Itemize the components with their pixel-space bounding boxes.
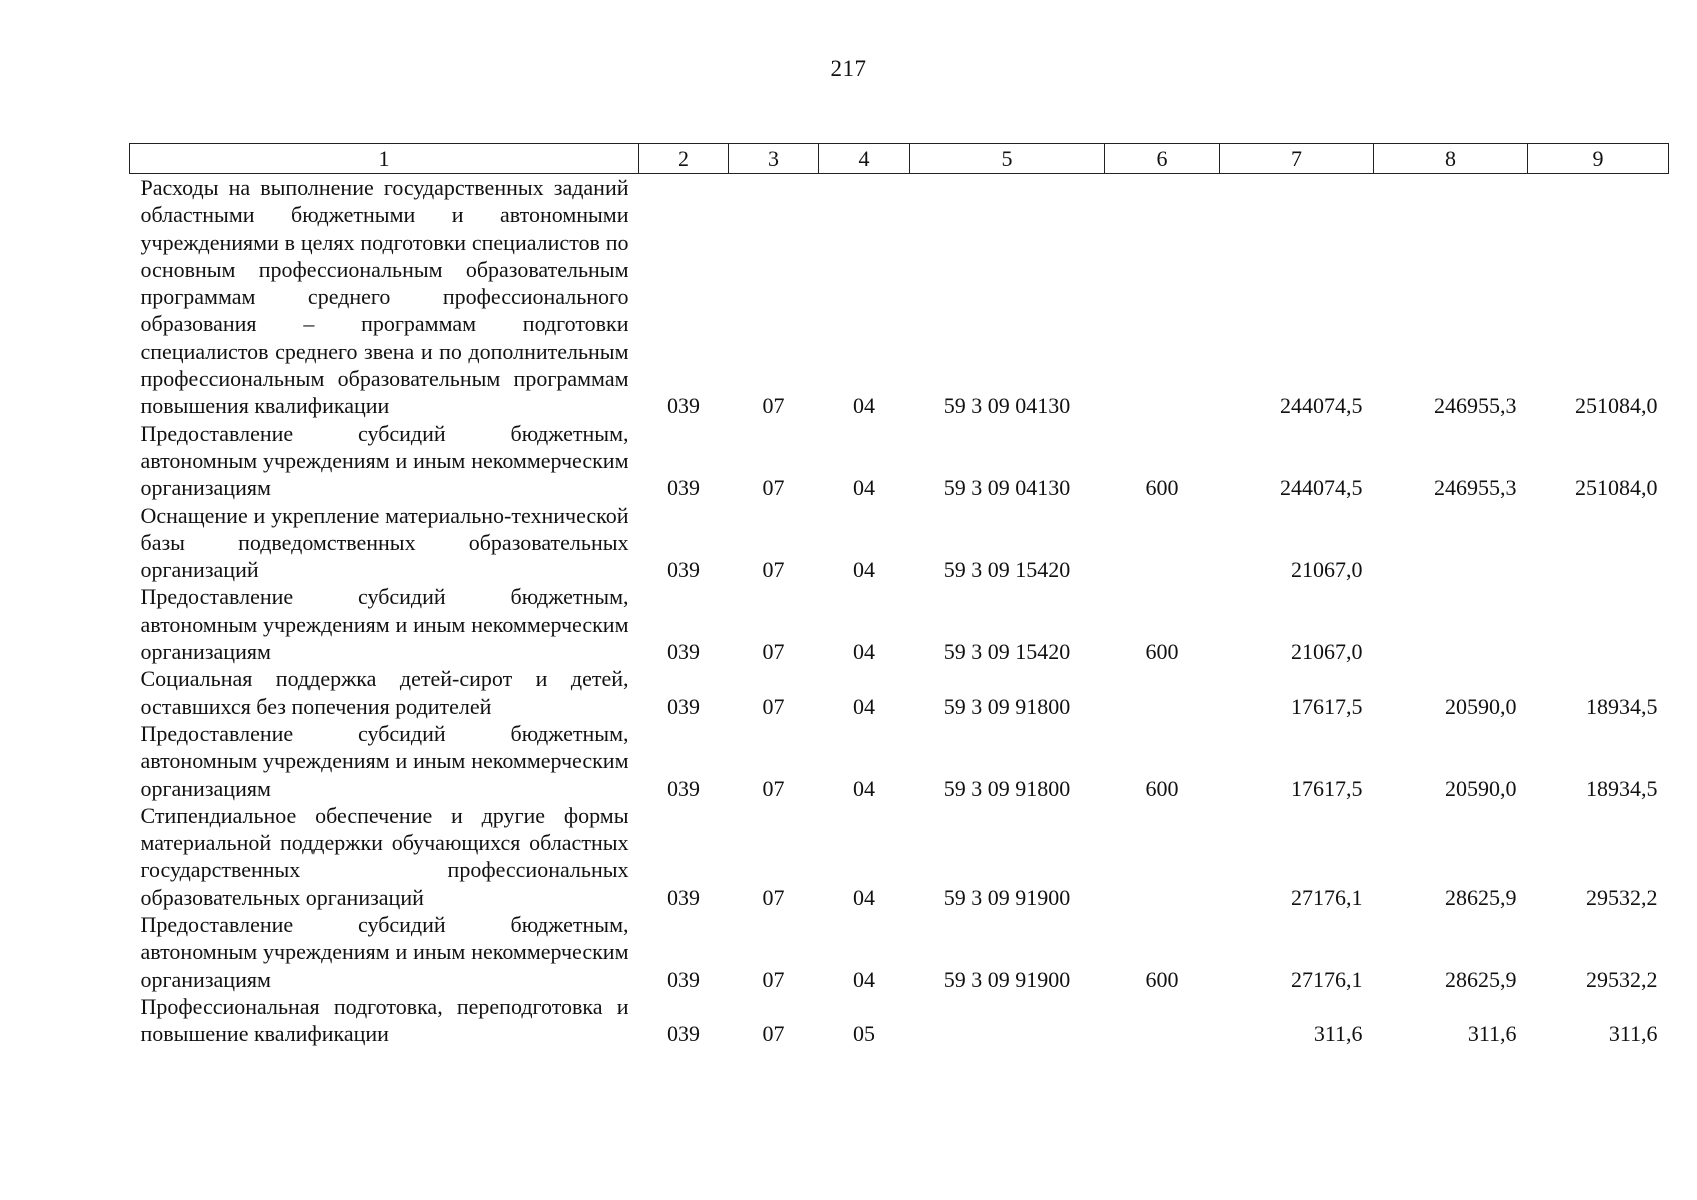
ministry-code: 039 (667, 475, 700, 501)
expense-type-code: 600 (1145, 775, 1179, 801)
section-code: 07 (762, 393, 785, 419)
row-description: Стипендиальное обеспечение и другие формы материальной поддержки обучающихся областных государственных профессиональных образовательных организаций (140, 802, 629, 910)
row-description: Предоставление субсидий бюджетным, автономным учреждениям и иным некоммерческим организациям (140, 420, 629, 501)
column-header: 7 (1220, 144, 1374, 174)
row-description: Предоставление субсидий бюджетным, автономным учреждениям и иным некоммерческим организациям (140, 912, 629, 992)
expense-type-code: 600 (1145, 475, 1179, 501)
expense-type-code (1105, 993, 1220, 1048)
ministry-code: 039 (667, 693, 700, 719)
amount-col9: 29532,2 (1586, 884, 1658, 910)
section-code: 07 (762, 475, 785, 501)
section-code: 07 (762, 639, 785, 665)
expense-type-code (1105, 665, 1220, 720)
row-description: Расходы на выполнение государственных заданий областными бюджетными и автономными учреждениями в целях подготовки специалистов по основным профессиональным образовательным программам среднего профессионального образования – программам подготовки специалистов среднего звена и по дополнительным профессиональным образовательным программам повышения квалификации (140, 175, 629, 419)
ministry-code: 039 (667, 557, 700, 583)
amount-col9: 29532,2 (1586, 966, 1658, 992)
column-header: 2 (639, 144, 729, 174)
amount-col9: 18934,5 (1586, 693, 1658, 719)
section-code: 07 (762, 1021, 785, 1047)
row-description: Предоставление субсидий бюджетным, автономным учреждениям и иным некоммерческим организациям (140, 720, 629, 801)
amount-col9: 18934,5 (1586, 775, 1658, 801)
column-header: 5 (910, 144, 1105, 174)
amount-col7: 244074,5 (1280, 475, 1363, 501)
ministry-code: 039 (667, 884, 700, 910)
target-article-code: 59 3 09 91900 (943, 966, 1071, 992)
target-article-code: 59 3 09 04130 (943, 475, 1071, 501)
amount-col7: 21067,0 (1291, 557, 1363, 583)
table-row (130, 911, 1669, 993)
ministry-code: 039 (667, 393, 700, 419)
amount-col9: 251084,0 (1575, 393, 1658, 419)
amount-col8 (1374, 583, 1528, 665)
amount-col9: 311,6 (1608, 1021, 1658, 1047)
expense-type-code (1105, 802, 1220, 911)
column-header: 9 (1528, 144, 1669, 174)
amount-col8: 311,6 (1467, 1021, 1517, 1047)
amount-col8: 20590,0 (1445, 693, 1517, 719)
amount-col8 (1374, 502, 1528, 584)
expense-type-code: 600 (1145, 966, 1179, 992)
amount-col8: 246955,3 (1434, 475, 1517, 501)
amount-col7: 244074,5 (1280, 393, 1363, 419)
expense-type-code: 600 (1145, 639, 1179, 665)
target-article-code: 59 3 09 91800 (943, 693, 1071, 719)
amount-col7: 311,6 (1313, 1021, 1363, 1047)
amount-col9: 251084,0 (1575, 475, 1658, 501)
subsection-code: 04 (853, 393, 875, 419)
column-header: 6 (1105, 144, 1220, 174)
ministry-code: 039 (667, 639, 700, 665)
subsection-code: 04 (853, 557, 875, 583)
amount-col7: 27176,1 (1291, 966, 1363, 992)
amount-col7: 17617,5 (1291, 693, 1363, 719)
row-description: Предоставление субсидий бюджетным, автономным учреждениям и иным некоммерческим организациям (140, 584, 629, 665)
row-description: Социальная поддержка детей-сирот и детей, оставшихся без попечения родителей (140, 666, 629, 719)
amount-col9 (1528, 583, 1669, 665)
expense-type-code (1105, 174, 1220, 420)
subsection-code: 04 (853, 639, 875, 665)
table-row (130, 174, 1669, 420)
amount-col7: 27176,1 (1291, 884, 1363, 910)
target-article-code: 59 3 09 15420 (943, 639, 1071, 665)
ministry-code: 039 (667, 775, 700, 801)
amount-col8: 28625,9 (1445, 966, 1517, 992)
subsection-code: 04 (853, 775, 875, 801)
ministry-code: 039 (667, 1021, 700, 1047)
target-article-code: 59 3 09 15420 (943, 557, 1071, 583)
column-header: 3 (729, 144, 819, 174)
amount-col7: 17617,5 (1291, 775, 1363, 801)
section-code: 07 (762, 884, 785, 910)
section-code: 07 (762, 693, 785, 719)
table-row (130, 993, 1669, 1048)
table-row (130, 583, 1669, 665)
target-article-code: 59 3 09 04130 (943, 393, 1071, 419)
row-description: Профессиональная подготовка, переподготовка и повышение квалификации (140, 993, 629, 1047)
budget-table (129, 143, 1669, 1048)
amount-col8: 246955,3 (1434, 393, 1517, 419)
table-row (130, 665, 1669, 720)
section-code: 07 (762, 966, 785, 992)
page-number: 217 (830, 56, 867, 81)
subsection-code: 05 (853, 1021, 875, 1047)
subsection-code: 04 (853, 475, 875, 501)
table-row (130, 802, 1669, 911)
row-description: Оснащение и укрепление материально-технической базы подведомственных образовательных организаций (140, 502, 629, 583)
table-row (130, 720, 1669, 802)
subsection-code: 04 (853, 966, 875, 992)
amount-col8: 20590,0 (1445, 775, 1517, 801)
target-article-code: 59 3 09 91800 (943, 775, 1071, 801)
section-code: 07 (762, 775, 785, 801)
header-row (130, 144, 1669, 174)
expense-type-code (1105, 502, 1220, 584)
table-row (130, 502, 1669, 584)
subsection-code: 04 (853, 884, 875, 910)
ministry-code: 039 (667, 966, 700, 992)
subsection-code: 04 (853, 693, 875, 719)
target-article-code (910, 993, 1105, 1048)
amount-col8: 28625,9 (1445, 884, 1517, 910)
column-header: 1 (130, 144, 639, 174)
column-header: 8 (1374, 144, 1528, 174)
table-row (130, 420, 1669, 502)
section-code: 07 (762, 557, 785, 583)
column-header: 4 (819, 144, 910, 174)
amount-col9 (1528, 502, 1669, 584)
target-article-code: 59 3 09 91900 (943, 884, 1071, 910)
amount-col7: 21067,0 (1291, 639, 1363, 665)
